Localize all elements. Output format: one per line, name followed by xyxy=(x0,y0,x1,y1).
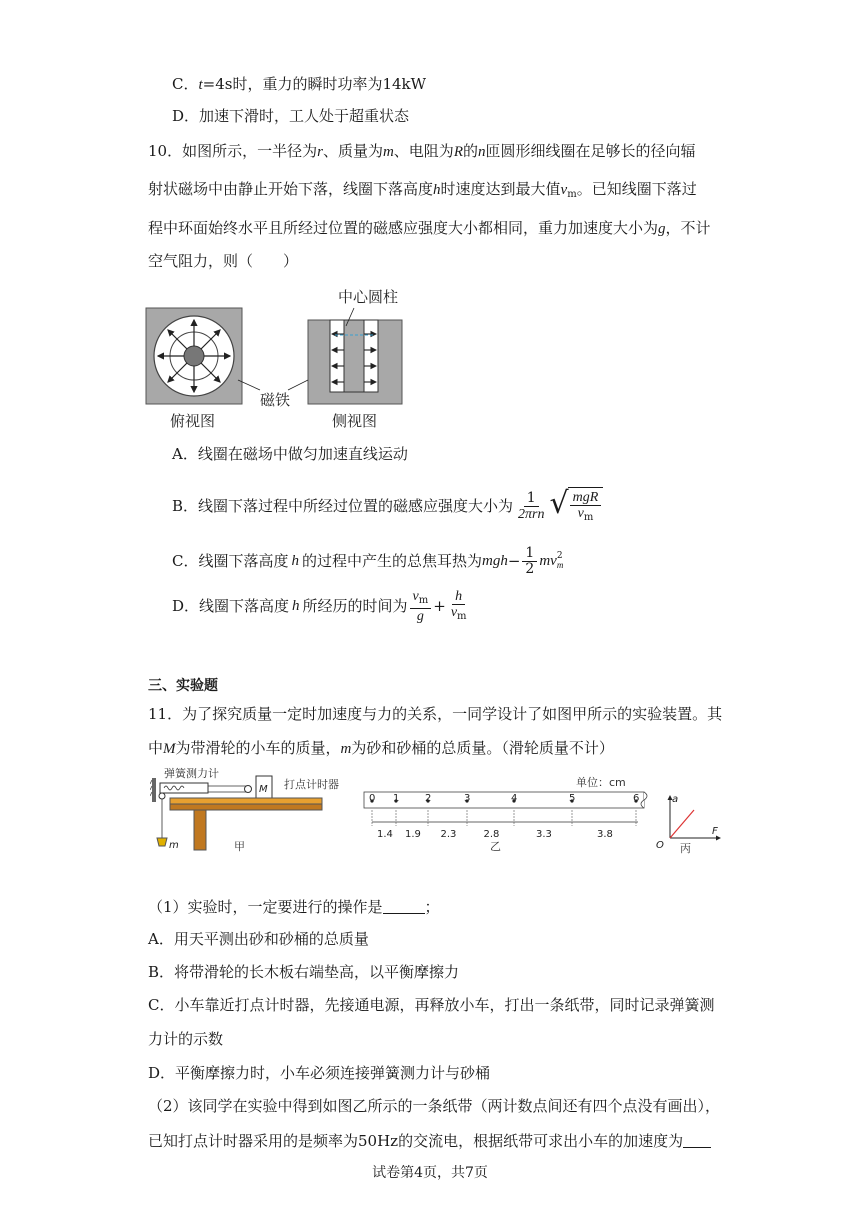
q10-option-a: A．线圈在磁场中做匀加速直线运动 xyxy=(172,445,408,463)
q11-stem-line1: 11．为了探究质量一定时加速度与力的关系，一同学设计了如图甲所示的实验装置。其 xyxy=(148,705,723,723)
graph-line xyxy=(670,810,694,838)
q11-sub1: （1）实验时，一定要进行的操作是 ； xyxy=(148,898,440,916)
q10-magnet-figure xyxy=(140,284,420,434)
tape-segment-label: 1.9 xyxy=(405,829,421,840)
tape-point-label: 0 xyxy=(369,793,376,804)
tape-point-label: 6 xyxy=(633,793,640,804)
label-timer: 打点计时器 xyxy=(284,778,339,791)
q10-option-b: B．线圈下落过程中所经过位置的磁感应强度大小为 $\frac{1}{\text{2πrn}}$ √ $\frac{\text{mgR}}{v_m}$ xyxy=(172,486,603,526)
tape-point-label: 4 xyxy=(511,793,518,804)
tape-point-label: 3 xyxy=(464,793,471,804)
q11-option-a: A．用天平测出砂和砂桶的总质量 xyxy=(148,930,369,948)
tape-point-label: 2 xyxy=(425,793,432,804)
page-footer: 试卷第4页，共7页 xyxy=(372,1165,488,1181)
q10-option-d: D．线圈下落高度 h 所经历的时间为 $\frac{v_m}{g}$ + $\frac{h}{v_m}$ xyxy=(172,588,467,624)
table-leg xyxy=(194,810,206,850)
caption-jia: 甲 xyxy=(234,840,245,853)
q10-stem-line4: 空气阻力，则（ ） xyxy=(148,252,299,270)
tape-segment-label: 2.8 xyxy=(483,829,500,840)
figure-bing-graph xyxy=(654,790,724,856)
figure-yi-tape xyxy=(362,770,658,856)
q11-sub2-line2: 已知打点计时器采用的是频率为50Hz的交流电，根据纸带可求出小车的加速度为 xyxy=(148,1131,711,1151)
figure-jia-apparatus xyxy=(150,766,350,858)
sand-bucket xyxy=(157,838,167,846)
q9-option-c: C．t=4s时，重力的瞬时功率为14kW xyxy=(172,75,427,93)
tape-point-label: 5 xyxy=(569,793,576,804)
q11-option-c-line2: 力计的示数 xyxy=(148,1030,224,1048)
svg-text:m: m xyxy=(169,840,179,851)
q11-sub2-line1: （2）该同学在实验中得到如图乙所示的一条纸带（两计数点间还有四个点没有画出）， xyxy=(148,1097,721,1115)
label-magnet: 磁铁 xyxy=(260,391,291,409)
q10-stem-line2: 射状磁场中由静止开始下落，线圈下落高度h时速度达到最大值$v_m$。已知线圈下落过 xyxy=(148,180,697,200)
tape-unit: 单位：cm xyxy=(576,776,626,789)
svg-text:F: F xyxy=(712,826,718,837)
board xyxy=(170,798,322,804)
q10-stem-line3: 程中环面始终水平且所经过位置的磁感应强度大小都相同，重力加速度大小为g，不计 xyxy=(148,219,711,237)
svg-text:a: a xyxy=(672,794,679,805)
q10-option-c: C．线圈下落高度 h 的过程中产生的总焦耳热为 mgh − $\frac{1}{2}$ mv 2 m xyxy=(172,544,564,577)
caption-yi: 乙 xyxy=(490,840,501,853)
q11-stem-line2: 中M为带滑轮的小车的质量，m为砂和砂桶的总质量。（滑轮质量不计） xyxy=(148,739,614,757)
caption-bing: 丙 xyxy=(680,842,691,855)
tape-segment-label: 2.3 xyxy=(440,829,457,840)
center-cylinder xyxy=(344,320,364,392)
q11-option-d: D．平衡摩擦力时，小车必须连接弹簧测力计与砂桶 xyxy=(148,1064,491,1082)
q11-option-c-line1: C．小车靠近打点计时器，先接通电源，再释放小车，打出一条纸带，同时记录弹簧测 xyxy=(148,996,715,1014)
svg-text:O: O xyxy=(656,840,664,851)
label-center-cylinder: 中心圆柱 xyxy=(338,288,399,306)
tape-segment-label: 3.8 xyxy=(597,829,613,840)
section-title: 三、实验题 xyxy=(148,678,218,694)
svg-text:M: M xyxy=(259,784,268,795)
answer-blank-2[interactable] xyxy=(683,1133,711,1148)
q11-option-b: B．将带滑轮的长木板右端垫高，以平衡摩擦力 xyxy=(148,963,460,981)
label-top-view: 俯视图 xyxy=(170,412,216,430)
q9-option-d: D．加速下滑时，工人处于超重状态 xyxy=(172,107,410,125)
answer-blank-1[interactable] xyxy=(383,899,425,914)
label-spring-scale: 弹簧测力计 xyxy=(164,767,219,780)
tape-point-label: 1 xyxy=(393,793,400,804)
label-side-view: 侧视图 xyxy=(332,412,378,430)
tape-segment-label: 3.3 xyxy=(536,829,552,840)
q10-stem-line1: 10．如图所示，一半径为r、质量为m、电阻为R的n匝圆形细线圈在足够长的径向辐 xyxy=(148,142,696,160)
tape-segment-label: 1.4 xyxy=(377,829,393,840)
